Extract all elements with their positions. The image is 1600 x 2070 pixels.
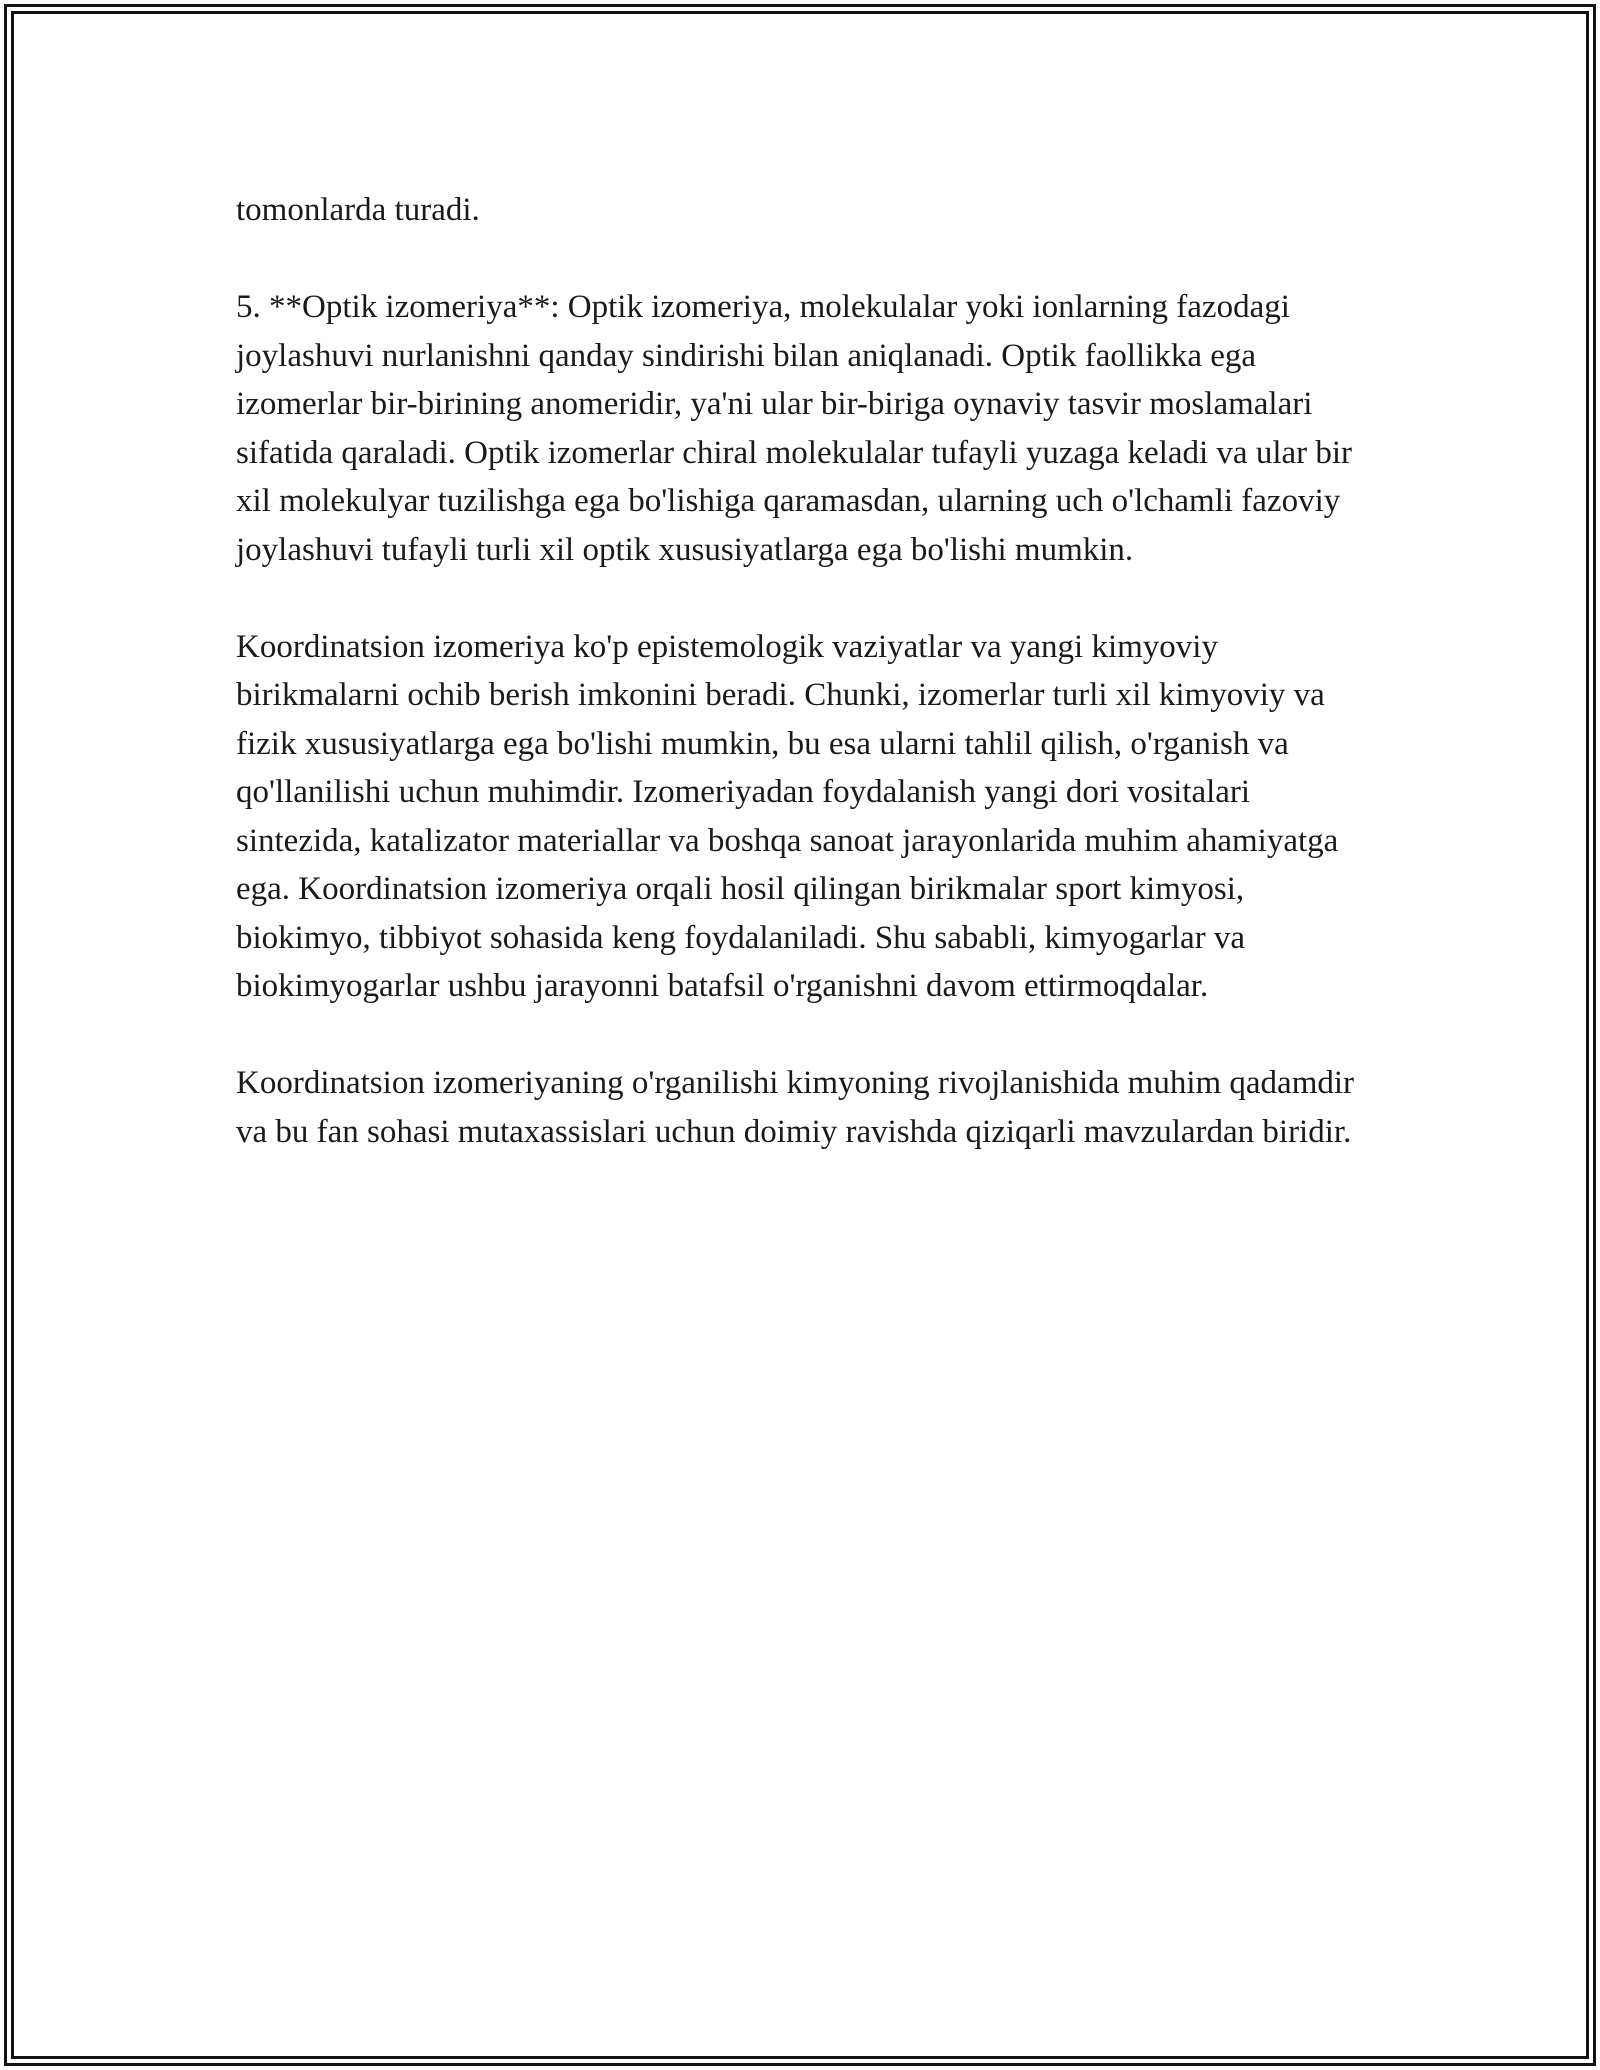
paragraph-conclusion: Koordinatsion izomeriyaning o'rganilishi kimyoning rivojlanishida muhim qadamdir va bu fan sohasi mutaxassislari uchun doimiy ravishda qiziqarli mavzulardan biridir. [236, 1065, 1355, 1150]
paragraph-optical-isomerism: 5. **Optik izomeriya**: Optik izomeriya, molekulalar yoki ionlarning fazodagi joylashuvi nurlanishni qanday sindirishi bilan aniqlanadi. Optik faollikka ega izomerlar bir-birining anomeridir, ya'ni ular bir-biriga oynaviy tasvir moslamalari sifatida qaraladi. Optik izomerlar chiral molekulalar tufayli yuzaga keladi va ular bir xil molekulyar tuzilishga ega bo'lishiga qaramasdan, ularning uch o'lchamli fazoviy joylashuvi tufayli turli xil optik xususiyatlarga ega bo'lishi mumkin. [236, 289, 1353, 568]
document-body [236, 186, 1366, 1205]
paragraph-continuation: tomonlarda turadi. [236, 192, 480, 228]
paragraph-coordination-isomerism-importance: Koordinatsion izomeriya ko'p epistemologik vaziyatlar va yangi kimyoviy birikmalarni ochib berish imkonini beradi. Chunki, izomerlar turli xil kimyoviy va fizik xususiyatlarga ega bo'lishi mumkin, bu esa ularni tahlil qilish, o'rganish va qo'llanilishi uchun muhimdir. Izomeriyadan foydalanish yangi dori vositalari sintezida, katalizator materiallar va boshqa sanoat jarayonlarida muhim ahamiyatga ega. Koordinatsion izomeriya orqali hosil qilingan birikmalar sport kimyosi, biokimyo, tibbiyot sohasida keng foydalaniladi. Shu sababli, kimyogarlar va biokimyogarlar ushbu jarayonni batafsil o'rganishni davom ettirmoqdalar. [236, 628, 1339, 1004]
